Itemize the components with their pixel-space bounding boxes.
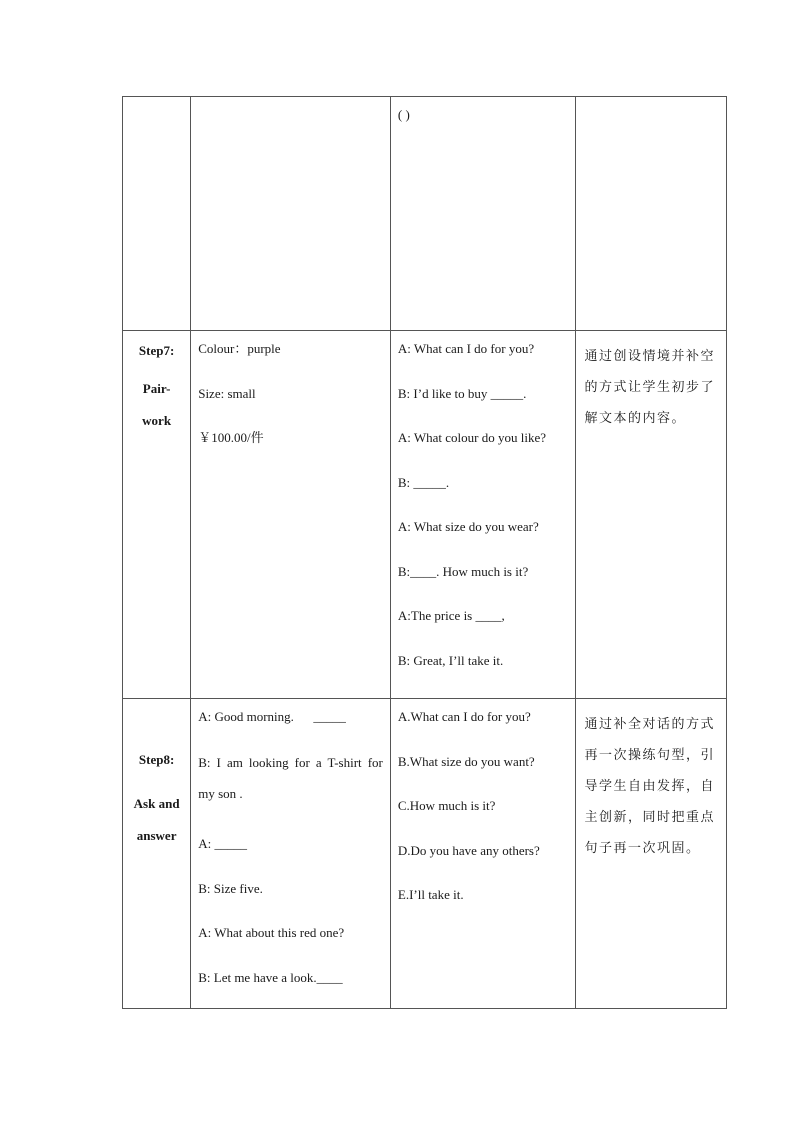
step-title: Step8: xyxy=(138,752,175,767)
step-cell xyxy=(123,97,191,331)
step-title: Step7: xyxy=(138,343,175,358)
dialogue-line: B:____. How much is it? xyxy=(397,563,529,579)
activity-cell xyxy=(390,331,576,699)
table-row xyxy=(123,97,727,331)
purpose-note: 通过创设情境并补空的方式让学生初步了解文本的内容。 xyxy=(584,349,715,426)
step-subtitle: work xyxy=(142,413,172,428)
option-item: A.What can I do for you? xyxy=(397,709,531,724)
table-row xyxy=(123,699,727,1009)
activity-cell xyxy=(390,97,576,331)
dialogue-line: B: Size five. xyxy=(198,880,263,896)
colour-line: Colour：purple xyxy=(198,341,281,356)
size-line: Size: small xyxy=(198,385,256,401)
option-item: C.How much is it? xyxy=(397,798,496,813)
option-item: E.I’ll take it. xyxy=(397,887,464,902)
dialogue-line: A: What colour do you like? xyxy=(397,430,547,445)
table-row xyxy=(123,331,727,699)
dialogue-line: A: What can I do for you? xyxy=(397,341,535,356)
dialogue-line: B: _____. xyxy=(397,474,450,490)
option-item: D.Do you have any others? xyxy=(397,842,540,858)
step-subtitle: answer xyxy=(136,828,177,843)
dialogue-line: A:The price is ____, xyxy=(397,608,505,623)
material-cell xyxy=(191,331,391,699)
step-subtitle: Pair- xyxy=(142,381,171,396)
dialogue-line: B: I am looking for a T-shirt for my son . xyxy=(198,754,383,801)
price-line: ￥100.00/件 xyxy=(198,430,264,445)
purpose-cell xyxy=(576,331,727,699)
step-subtitle: Ask and xyxy=(133,796,180,811)
dialogue-line: A: What about this red one? xyxy=(198,925,345,940)
dialogue-line: A: What size do you wear? xyxy=(397,519,539,534)
dialogue-line: A: Good morning. _____ xyxy=(198,709,346,724)
dialogue-cell xyxy=(191,699,391,1009)
dialogue-line: A: _____ xyxy=(198,836,247,851)
material-cell xyxy=(191,97,391,331)
option-item: B.What size do you want? xyxy=(397,753,535,769)
purpose-note: 通过补全对话的方式再一次操练句型，引导学生自由发挥，自主创新，同时把重点句子再一次巩固。 xyxy=(584,717,715,856)
step-cell xyxy=(123,331,191,699)
purpose-cell xyxy=(576,97,727,331)
options-cell xyxy=(390,699,576,1009)
answer-parentheses: ( ) xyxy=(397,107,410,122)
lesson-table xyxy=(122,96,727,1009)
dialogue-line: B: Let me have a look.____ xyxy=(198,969,343,985)
dialogue-line: B: Great, I’ll take it. xyxy=(397,652,504,668)
step-cell xyxy=(123,699,191,1009)
dialogue-line: B: I’d like to buy _____. xyxy=(397,385,527,401)
purpose-cell xyxy=(576,699,727,1009)
